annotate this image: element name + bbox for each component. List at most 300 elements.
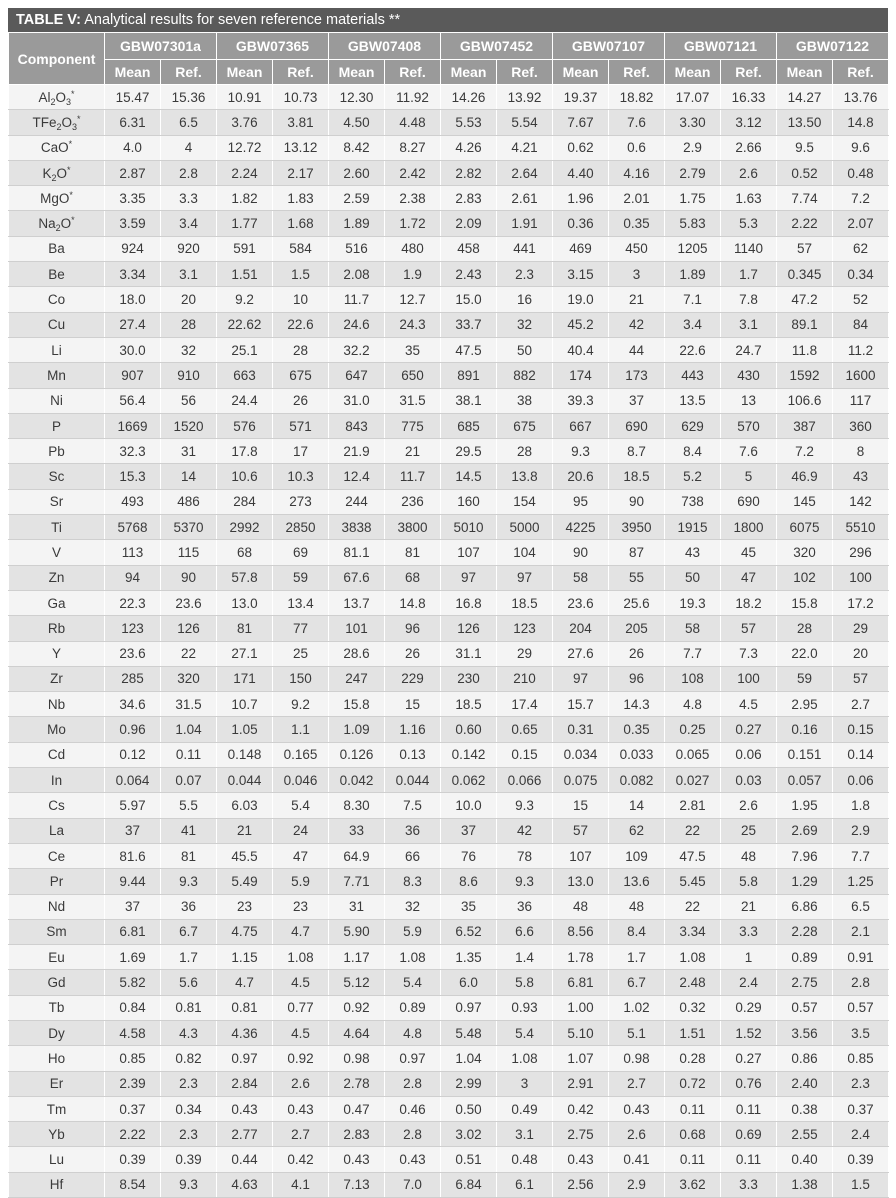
component-name-part: Mo [47, 722, 66, 738]
mean-value: 1.08 [665, 945, 721, 970]
mean-value: 2.83 [329, 1122, 385, 1147]
ref-value: 0.65 [497, 717, 553, 742]
mean-value: 629 [665, 413, 721, 438]
ref-value: 1.4 [497, 945, 553, 970]
mean-value: 171 [217, 666, 273, 691]
mean-value: 2.28 [777, 919, 833, 944]
ref-value: 1.68 [273, 211, 329, 236]
mean-value: 15.8 [329, 692, 385, 717]
ref-value: 3.5 [833, 1020, 889, 1045]
mean-value: 24.6 [329, 312, 385, 337]
mean-value: 3.62 [665, 1172, 721, 1197]
ref-value: 4.5 [273, 970, 329, 995]
ref-value: 0.066 [497, 768, 553, 793]
mean-value: 108 [665, 666, 721, 691]
header-mean: Mean [441, 60, 497, 85]
ref-value: 81 [385, 540, 441, 565]
mean-value: 6.81 [105, 919, 161, 944]
component-name [9, 717, 105, 742]
ref-value: 0.082 [609, 768, 665, 793]
ref-value: 150 [273, 666, 329, 691]
ref-value: 1140 [721, 236, 777, 261]
mean-value: 15.8 [777, 590, 833, 615]
table-row [9, 1172, 889, 1197]
ref-value: 0.82 [161, 1046, 217, 1071]
component-name-part: * [71, 215, 75, 226]
mean-value: 7.13 [329, 1172, 385, 1197]
ref-value: 480 [385, 236, 441, 261]
ref-value: 68 [385, 565, 441, 590]
ref-value: 17.4 [497, 692, 553, 717]
header-material-gbw07452: GBW07452 [441, 33, 553, 60]
ref-value: 14 [609, 793, 665, 818]
mean-value: 2.59 [329, 186, 385, 211]
mean-value: 39.3 [553, 388, 609, 413]
component-name [9, 590, 105, 615]
component-name [9, 768, 105, 793]
mean-value: 6.81 [553, 970, 609, 995]
mean-value: 27.6 [553, 641, 609, 666]
ref-value: 0.76 [721, 1071, 777, 1096]
mean-value: 8.6 [441, 869, 497, 894]
ref-value: 59 [273, 565, 329, 590]
ref-value: 920 [161, 236, 217, 261]
ref-value: 1520 [161, 413, 217, 438]
ref-value: 104 [497, 540, 553, 565]
ref-value: 2.3 [161, 1122, 217, 1147]
header-mean: Mean [217, 60, 273, 85]
ref-value: 9.3 [497, 793, 553, 818]
ref-value: 0.39 [833, 1147, 889, 1172]
mean-value: 1.29 [777, 869, 833, 894]
ref-value: 7.5 [385, 793, 441, 818]
ref-value: 5510 [833, 515, 889, 540]
ref-value: 3.3 [161, 186, 217, 211]
table-row [9, 717, 889, 742]
mean-value: 0.84 [105, 995, 161, 1020]
component-name [9, 160, 105, 185]
component-name-part: TFe [32, 114, 57, 130]
component-name [9, 464, 105, 489]
ref-value: 26 [273, 388, 329, 413]
table-row [9, 1147, 889, 1172]
mean-value: 1.17 [329, 945, 385, 970]
mean-value: 0.28 [665, 1046, 721, 1071]
ref-value: 2.7 [833, 692, 889, 717]
mean-value: 10.6 [217, 464, 273, 489]
ref-value: 69 [273, 540, 329, 565]
ref-value: 4.5 [273, 1020, 329, 1045]
mean-value: 2.75 [777, 970, 833, 995]
ref-value: 18.82 [609, 85, 665, 110]
mean-value: 5.83 [665, 211, 721, 236]
mean-value: 576 [217, 413, 273, 438]
mean-value: 247 [329, 666, 385, 691]
mean-value: 230 [441, 666, 497, 691]
mean-value: 320 [777, 540, 833, 565]
ref-value: 2.61 [497, 186, 553, 211]
mean-value: 1.00 [553, 995, 609, 1020]
ref-value: 43 [833, 464, 889, 489]
header-mean: Mean [665, 60, 721, 85]
ref-value: 2.6 [609, 1122, 665, 1147]
mean-value: 12.72 [217, 135, 273, 160]
mean-value: 2.77 [217, 1122, 273, 1147]
mean-value: 31.0 [329, 388, 385, 413]
mean-value: 174 [553, 363, 609, 388]
mean-value: 0.044 [217, 768, 273, 793]
ref-value: 115 [161, 540, 217, 565]
mean-value: 1.95 [777, 793, 833, 818]
mean-value: 47.2 [777, 287, 833, 312]
mean-value: 1.35 [441, 945, 497, 970]
header-material-gbw07301a: GBW07301a [105, 33, 217, 60]
mean-value: 2.24 [217, 160, 273, 185]
ref-value: 100 [721, 666, 777, 691]
mean-value: 21 [217, 818, 273, 843]
ref-value: 0.98 [609, 1046, 665, 1071]
component-name-part: Er [49, 1076, 64, 1092]
component-name [9, 439, 105, 464]
ref-value: 3.3 [721, 1172, 777, 1197]
mean-value: 2.39 [105, 1071, 161, 1096]
ref-value: 0.69 [721, 1122, 777, 1147]
ref-value: 32 [385, 894, 441, 919]
mean-value: 284 [217, 489, 273, 514]
ref-value: 3.1 [497, 1122, 553, 1147]
ref-value: 23 [273, 894, 329, 919]
ref-value: 6.6 [497, 919, 553, 944]
ref-value: 0.35 [609, 211, 665, 236]
mean-value: 1.09 [329, 717, 385, 742]
table-row [9, 236, 889, 261]
component-name-part: Sm [46, 924, 67, 940]
ref-value: 2.4 [721, 970, 777, 995]
mean-value: 2.08 [329, 262, 385, 287]
table-row [9, 337, 889, 362]
ref-value: 9.2 [273, 692, 329, 717]
mean-value: 22.6 [665, 337, 721, 362]
component-name-part: Lu [48, 1152, 65, 1168]
component-name-part: O [60, 216, 72, 232]
mean-value: 45.5 [217, 843, 273, 868]
ref-value: 11.92 [385, 85, 441, 110]
ref-value: 3 [609, 262, 665, 287]
ref-value: 229 [385, 666, 441, 691]
ref-value: 9.3 [497, 869, 553, 894]
mean-value: 10.0 [441, 793, 497, 818]
component-name-part: Tb [48, 1000, 65, 1016]
ref-value: 16.33 [721, 85, 777, 110]
mean-value: 106.6 [777, 388, 833, 413]
ref-value: 8.7 [609, 439, 665, 464]
mean-value: 4.40 [553, 160, 609, 185]
ref-value: 29 [833, 616, 889, 641]
mean-value: 5.90 [329, 919, 385, 944]
ref-value: 154 [497, 489, 553, 514]
ref-value: 1.08 [273, 945, 329, 970]
ref-value: 2.8 [161, 160, 217, 185]
mean-value: 9.5 [777, 135, 833, 160]
mean-value: 2.95 [777, 692, 833, 717]
mean-value: 4.64 [329, 1020, 385, 1045]
mean-value: 0.31 [553, 717, 609, 742]
ref-value: 7.2 [833, 186, 889, 211]
mean-value: 11.8 [777, 337, 833, 362]
ref-value: 3.4 [161, 211, 217, 236]
component-name-part: Ni [50, 393, 63, 409]
ref-value: 2.7 [609, 1071, 665, 1096]
ref-value: 5.9 [273, 869, 329, 894]
ref-value: 296 [833, 540, 889, 565]
ref-value: 47 [273, 843, 329, 868]
table-row [9, 1020, 889, 1045]
mean-value: 22.3 [105, 590, 161, 615]
mean-value: 0.98 [329, 1046, 385, 1071]
ref-value: 2.3 [161, 1071, 217, 1096]
mean-value: 0.142 [441, 742, 497, 767]
mean-value: 5010 [441, 515, 497, 540]
table-row [9, 186, 889, 211]
mean-value: 37 [105, 894, 161, 919]
mean-value: 0.39 [105, 1147, 161, 1172]
ref-value: 10 [273, 287, 329, 312]
mean-value: 6075 [777, 515, 833, 540]
mean-value: 469 [553, 236, 609, 261]
mean-value: 1.15 [217, 945, 273, 970]
ref-value: 15.36 [161, 85, 217, 110]
mean-value: 2.91 [553, 1071, 609, 1096]
ref-value: 571 [273, 413, 329, 438]
mean-value: 6.03 [217, 793, 273, 818]
component-name-part: O [56, 165, 68, 181]
ref-value: 8 [833, 439, 889, 464]
ref-value: 2.6 [273, 1071, 329, 1096]
table-row [9, 666, 889, 691]
ref-value: 450 [609, 236, 665, 261]
mean-value: 0.89 [777, 945, 833, 970]
component-name [9, 337, 105, 362]
ref-value: 21 [609, 287, 665, 312]
component-name [9, 818, 105, 843]
mean-value: 843 [329, 413, 385, 438]
table-row [9, 843, 889, 868]
mean-value: 27.1 [217, 641, 273, 666]
ref-value: 5.4 [497, 1020, 553, 1045]
mean-value: 81.1 [329, 540, 385, 565]
mean-value: 2.9 [665, 135, 721, 160]
mean-value: 1.51 [665, 1020, 721, 1045]
mean-value: 3.59 [105, 211, 161, 236]
mean-value: 1.04 [441, 1046, 497, 1071]
mean-value: 2.40 [777, 1071, 833, 1096]
ref-value: 100 [833, 565, 889, 590]
mean-value: 907 [105, 363, 161, 388]
mean-value: 9.44 [105, 869, 161, 894]
ref-value: 2.6 [721, 160, 777, 185]
mean-value: 38.1 [441, 388, 497, 413]
ref-value: 5370 [161, 515, 217, 540]
ref-value: 36 [385, 818, 441, 843]
component-name [9, 363, 105, 388]
ref-value: 6.7 [161, 919, 217, 944]
ref-value: 24.7 [721, 337, 777, 362]
table-row [9, 262, 889, 287]
ref-value: 12.7 [385, 287, 441, 312]
component-name [9, 919, 105, 944]
mean-value: 516 [329, 236, 385, 261]
mean-value: 0.97 [441, 995, 497, 1020]
mean-value: 0.345 [777, 262, 833, 287]
ref-value: 117 [833, 388, 889, 413]
ref-value: 0.033 [609, 742, 665, 767]
mean-value: 58 [553, 565, 609, 590]
ref-value: 13.12 [273, 135, 329, 160]
component-name-part: Be [48, 266, 65, 282]
ref-value: 28 [273, 337, 329, 362]
ref-value: 57 [833, 666, 889, 691]
mean-value: 20.6 [553, 464, 609, 489]
mean-value: 2.84 [217, 1071, 273, 1096]
ref-value: 52 [833, 287, 889, 312]
ref-value: 775 [385, 413, 441, 438]
component-name [9, 489, 105, 514]
table-row [9, 970, 889, 995]
component-name-part: V [51, 544, 61, 560]
ref-value: 96 [385, 616, 441, 641]
mean-value: 57.8 [217, 565, 273, 590]
component-name-part: 3 [72, 121, 78, 132]
ref-value: 26 [385, 641, 441, 666]
ref-value: 2850 [273, 515, 329, 540]
ref-value: 4.8 [385, 1020, 441, 1045]
component-name-part: Co [47, 292, 66, 308]
mean-value: 0.126 [329, 742, 385, 767]
ref-value: 97 [497, 565, 553, 590]
mean-value: 2.75 [553, 1122, 609, 1147]
mean-value: 1.07 [553, 1046, 609, 1071]
component-name [9, 1172, 105, 1197]
ref-value: 173 [609, 363, 665, 388]
ref-value: 5.4 [273, 793, 329, 818]
component-name-part: Nb [47, 696, 66, 712]
mean-value: 27.4 [105, 312, 161, 337]
mean-value: 458 [441, 236, 497, 261]
ref-value: 1.5 [273, 262, 329, 287]
mean-value: 45.2 [553, 312, 609, 337]
mean-value: 8.54 [105, 1172, 161, 1197]
ref-value: 0.6 [609, 135, 665, 160]
component-name-part: 2 [55, 223, 61, 234]
ref-value: 675 [497, 413, 553, 438]
ref-value: 4.5 [721, 692, 777, 717]
ref-value: 84 [833, 312, 889, 337]
ref-value: 0.14 [833, 742, 889, 767]
component-name-part: 2 [51, 172, 57, 183]
header-mean: Mean [777, 60, 833, 85]
ref-value: 13.92 [497, 85, 553, 110]
mean-value: 1915 [665, 515, 721, 540]
mean-value: 924 [105, 236, 161, 261]
ref-value: 25.6 [609, 590, 665, 615]
mean-value: 13.5 [665, 388, 721, 413]
mean-value: 2.55 [777, 1122, 833, 1147]
ref-value: 7.3 [721, 641, 777, 666]
ref-value: 10.3 [273, 464, 329, 489]
table-row [9, 1122, 889, 1147]
mean-value: 1.51 [217, 262, 273, 287]
mean-value: 7.2 [777, 439, 833, 464]
mean-value: 0.062 [441, 768, 497, 793]
ref-value: 5.3 [721, 211, 777, 236]
mean-value: 76 [441, 843, 497, 868]
ref-value: 109 [609, 843, 665, 868]
ref-value: 675 [273, 363, 329, 388]
ref-value: 2.64 [497, 160, 553, 185]
ref-value: 5.1 [609, 1020, 665, 1045]
ref-value: 7.6 [609, 110, 665, 135]
mean-value: 0.11 [665, 1147, 721, 1172]
ref-value: 2.17 [273, 160, 329, 185]
component-name [9, 565, 105, 590]
component-name [9, 186, 105, 211]
ref-value: 1.52 [721, 1020, 777, 1045]
ref-value: 882 [497, 363, 553, 388]
mean-value: 31.1 [441, 641, 497, 666]
mean-value: 5.12 [329, 970, 385, 995]
mean-value: 0.68 [665, 1122, 721, 1147]
ref-value: 0.93 [497, 995, 553, 1020]
table-row [9, 287, 889, 312]
ref-value: 35 [385, 337, 441, 362]
ref-value: 0.49 [497, 1096, 553, 1121]
mean-value: 1.78 [553, 945, 609, 970]
mean-value: 47.5 [665, 843, 721, 868]
ref-value: 13.8 [497, 464, 553, 489]
ref-value: 56 [161, 388, 217, 413]
ref-value: 18.2 [721, 590, 777, 615]
mean-value: 8.30 [329, 793, 385, 818]
ref-value: 3.12 [721, 110, 777, 135]
mean-value: 107 [441, 540, 497, 565]
mean-value: 1.89 [329, 211, 385, 236]
table-header [9, 33, 889, 85]
mean-value: 5768 [105, 515, 161, 540]
mean-value: 6.86 [777, 894, 833, 919]
mean-value: 30.0 [105, 337, 161, 362]
component-name-part: 3 [66, 96, 72, 107]
ref-value: 16 [497, 287, 553, 312]
ref-value: 320 [161, 666, 217, 691]
mean-value: 2.48 [665, 970, 721, 995]
ref-value: 1.1 [273, 717, 329, 742]
ref-value: 1.7 [609, 945, 665, 970]
mean-value: 22 [665, 818, 721, 843]
mean-value: 0.027 [665, 768, 721, 793]
ref-value: 31 [161, 439, 217, 464]
table-row [9, 945, 889, 970]
mean-value: 35 [441, 894, 497, 919]
table-row [9, 413, 889, 438]
mean-value: 1.96 [553, 186, 609, 211]
ref-value: 14.8 [385, 590, 441, 615]
mean-value: 0.148 [217, 742, 273, 767]
table-row [9, 742, 889, 767]
component-name [9, 1020, 105, 1045]
mean-value: 3.34 [665, 919, 721, 944]
component-name-part: Zr [50, 671, 63, 687]
mean-value: 17.07 [665, 85, 721, 110]
